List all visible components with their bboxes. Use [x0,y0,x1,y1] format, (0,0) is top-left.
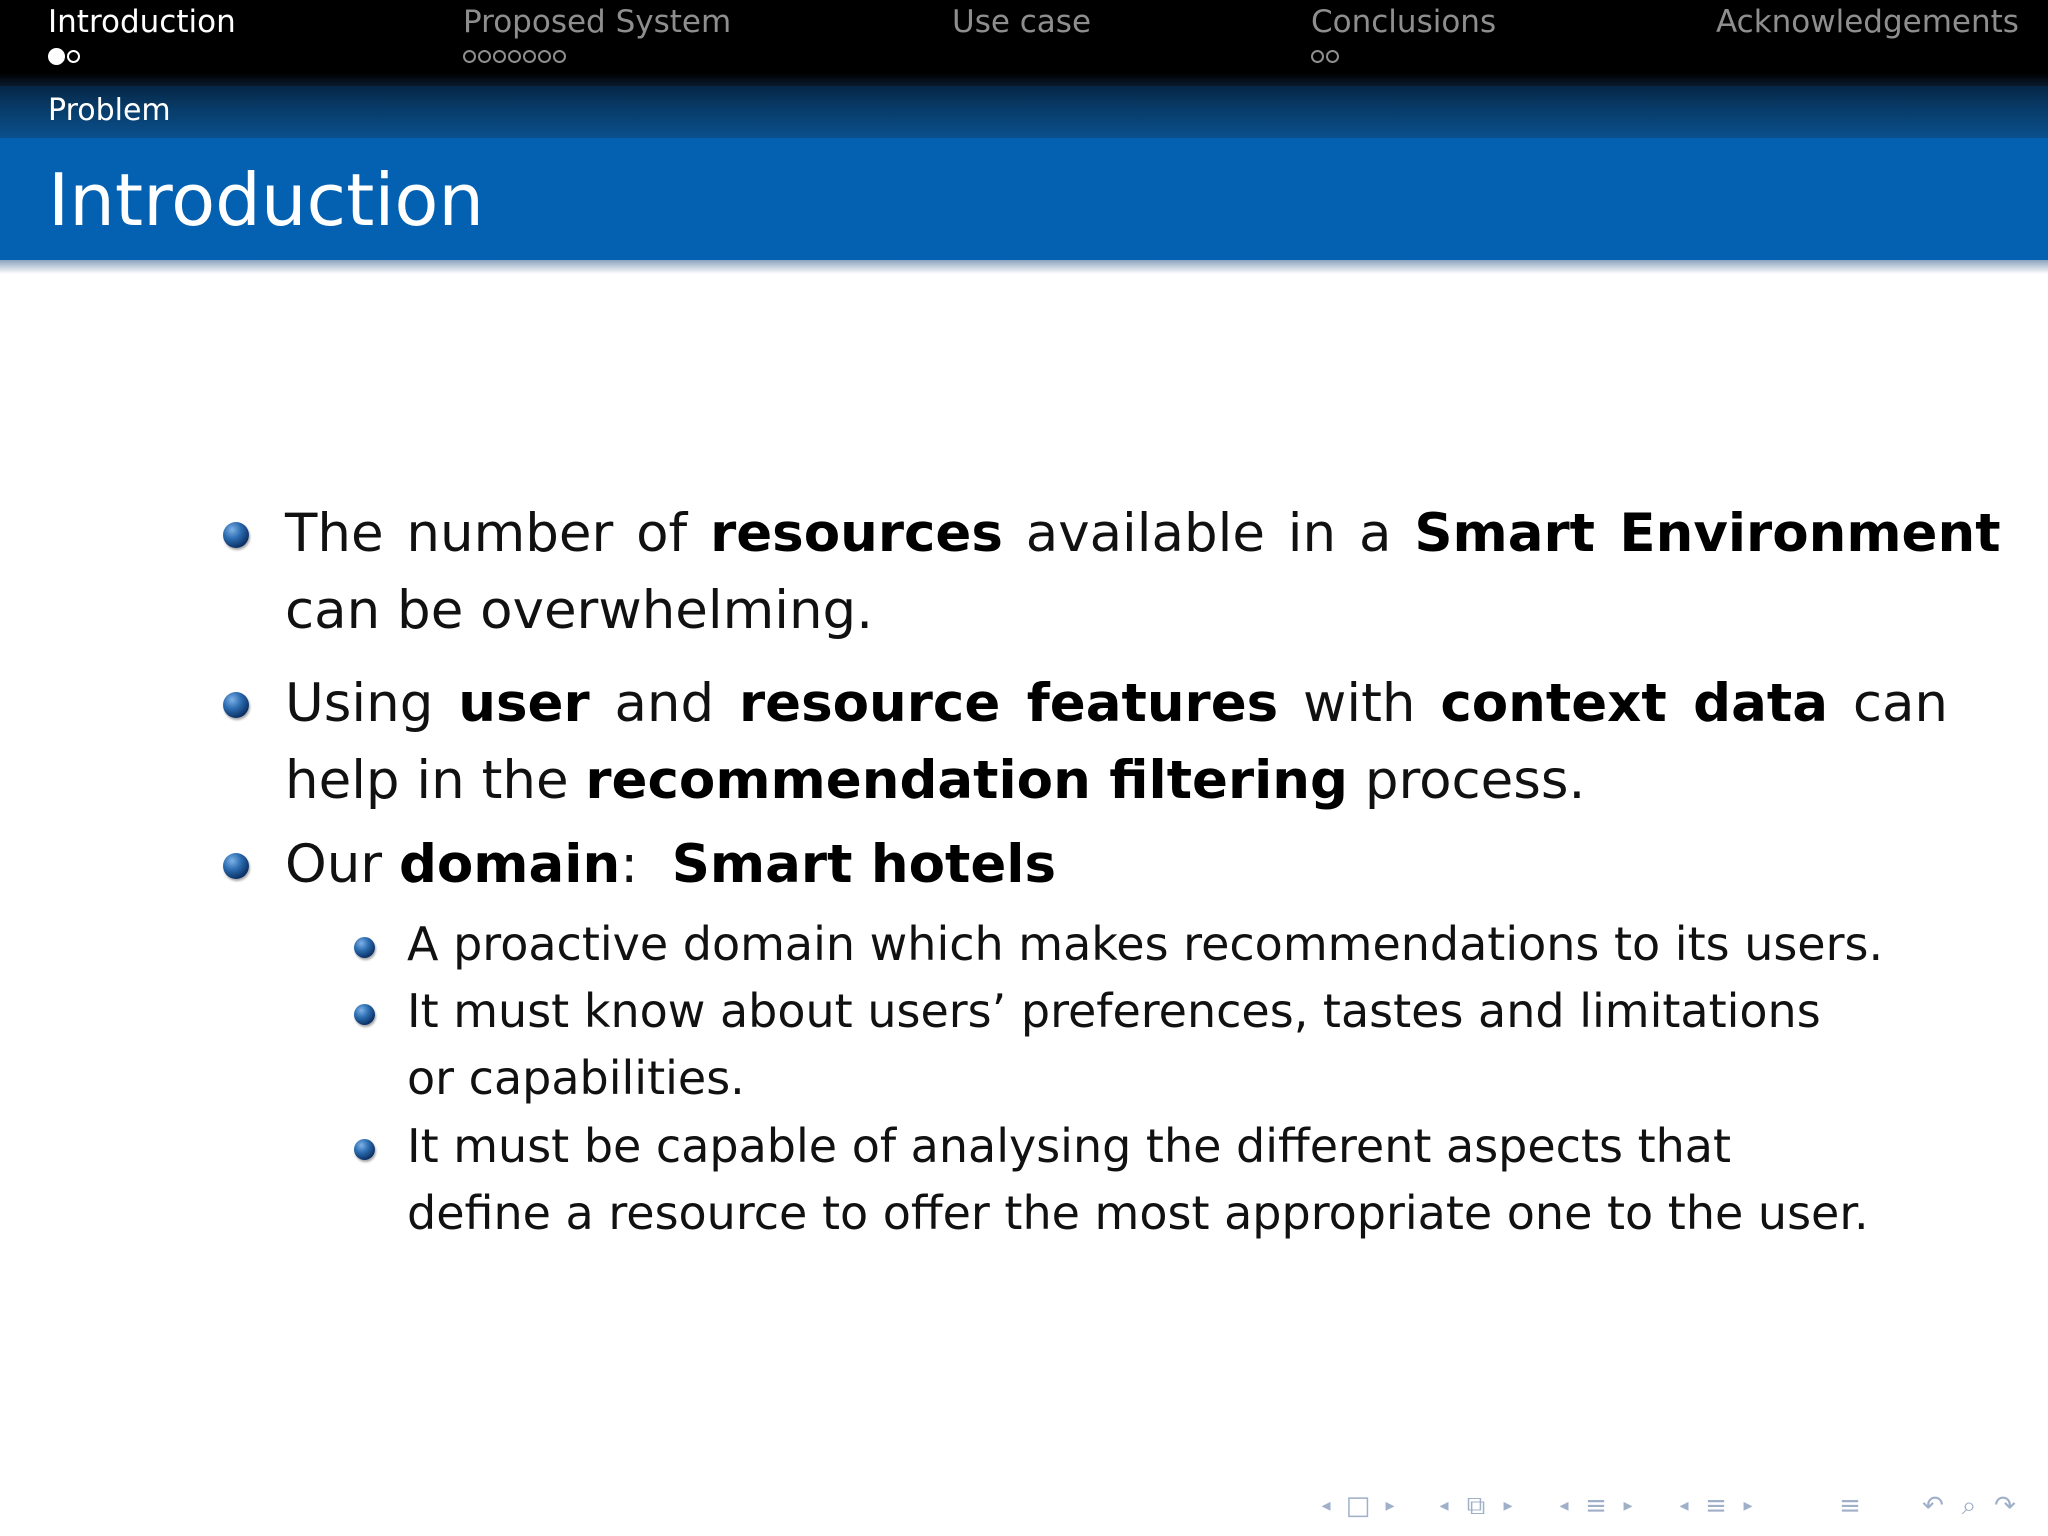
nav-section-label: Introduction [48,4,236,40]
text: Using [285,673,459,734]
text: Our [285,834,399,895]
prev-slide-arrow-icon[interactable]: ◂ [1321,1495,1331,1516]
forward-icon[interactable]: ↷ [1994,1491,2016,1521]
bold-text: resource features [739,673,1279,734]
bullet-ball-icon [354,1139,375,1160]
nav-section-dots [463,43,731,69]
frame-dot[interactable] [1326,50,1339,63]
frame-dot[interactable] [553,50,566,63]
nav-section-introduction[interactable] [48,4,236,69]
text: process. [1347,750,1586,811]
bullet-line [285,495,2001,572]
frame-title-bar [0,138,2048,260]
text: available in a [1002,503,1415,564]
bullet-ball-icon [223,522,249,548]
bullet-line: can be overwhelming. [285,580,874,641]
bold-text: recommendation filtering [585,750,1348,811]
bullet-line [285,826,1905,903]
bullet-ball-icon [354,937,375,958]
frame-dot[interactable] [493,50,506,63]
bullet-ball-icon [223,853,249,879]
frame-icon[interactable]: ⧉ [1466,1491,1486,1521]
nav-section-label: Conclusions [1311,4,1497,40]
sub-bullet-analysing [407,1113,1907,1247]
bold-text: resources [710,503,1003,564]
back-icon[interactable]: ↶ [1922,1491,1944,1521]
sub-bullet-preferences [407,978,1907,1112]
bold-text: domain [398,834,621,895]
section-icon[interactable]: ≡ [1705,1491,1727,1521]
bold-text: context data [1440,673,1828,734]
bullet-line: define a resource to offer the most appropriate one to the user. [407,1186,1869,1240]
nav-section-label: Acknowledgements [1716,4,2019,40]
bullet-line: It must know about users’ preferences, tastes and limitations [407,984,1821,1038]
frame-dot[interactable] [508,50,521,63]
search-icon[interactable]: ⌕ [1961,1491,1977,1521]
next-frame-arrow-icon[interactable]: ▸ [1503,1495,1513,1516]
bold-text: Smart Environment [1414,503,2001,564]
frame-dot[interactable] [478,50,491,63]
nav-section-proposed-system[interactable] [463,4,731,69]
bullet-ball-icon [223,692,249,718]
frame-dot[interactable] [1311,50,1324,63]
frame-dot[interactable] [523,50,536,63]
nav-section-label: Use case [952,4,1092,40]
prev-section-arrow-icon[interactable]: ◂ [1679,1495,1689,1516]
text: with [1278,673,1441,734]
nav-section-dots [1311,43,1496,69]
text: can [1827,673,1949,734]
nav-section-conclusions[interactable] [1311,4,1496,69]
subsection-bar [0,86,2048,138]
nav-section-use-case[interactable] [952,4,1091,40]
section-navigation-bar [0,0,2048,86]
beamer-navigation-symbols [1310,1486,2038,1526]
bullet-line: It must be capable of analysing the different aspects that [407,1119,1732,1173]
text: The number of [285,503,711,564]
frame-dot[interactable] [538,50,551,63]
subsection-icon[interactable]: ≡ [1585,1491,1607,1521]
frame-dot[interactable] [67,50,80,63]
bullet-line: or capabilities. [407,1051,745,1105]
next-section-arrow-icon[interactable]: ▸ [1743,1495,1753,1516]
frame-dot[interactable] [463,50,476,63]
document-icon[interactable]: ≡ [1839,1491,1861,1521]
nav-section-dots [48,43,236,69]
bold-text: Smart hotels [671,834,1056,895]
text: : [620,834,672,895]
nav-section-acknowledgements[interactable] [1716,4,2019,40]
bullet-item-resources [285,495,2001,649]
bullet-line [285,742,1905,819]
slide-icon[interactable]: □ [1345,1491,1371,1521]
bullet-item-domain [285,826,1905,903]
sub-bullet-proactive [407,911,1907,978]
nav-section-label: Proposed System [463,4,732,40]
bullet-line [285,665,1949,742]
bullet-item-user-features [285,665,1949,819]
bullet-ball-icon [354,1004,375,1025]
prev-frame-arrow-icon[interactable]: ◂ [1439,1495,1449,1516]
text: and [589,673,739,734]
bullet-line: A proactive domain which makes recommendations to its users. [407,917,1884,971]
bold-text: user [458,673,590,734]
frame-dot-current[interactable] [48,48,65,65]
next-slide-arrow-icon[interactable]: ▸ [1385,1495,1395,1516]
frame-title: Introduction [48,158,485,242]
next-subsection-arrow-icon[interactable]: ▸ [1623,1495,1633,1516]
text: help in the [285,750,586,811]
subsection-title[interactable]: Problem [48,93,171,128]
prev-subsection-arrow-icon[interactable]: ◂ [1559,1495,1569,1516]
